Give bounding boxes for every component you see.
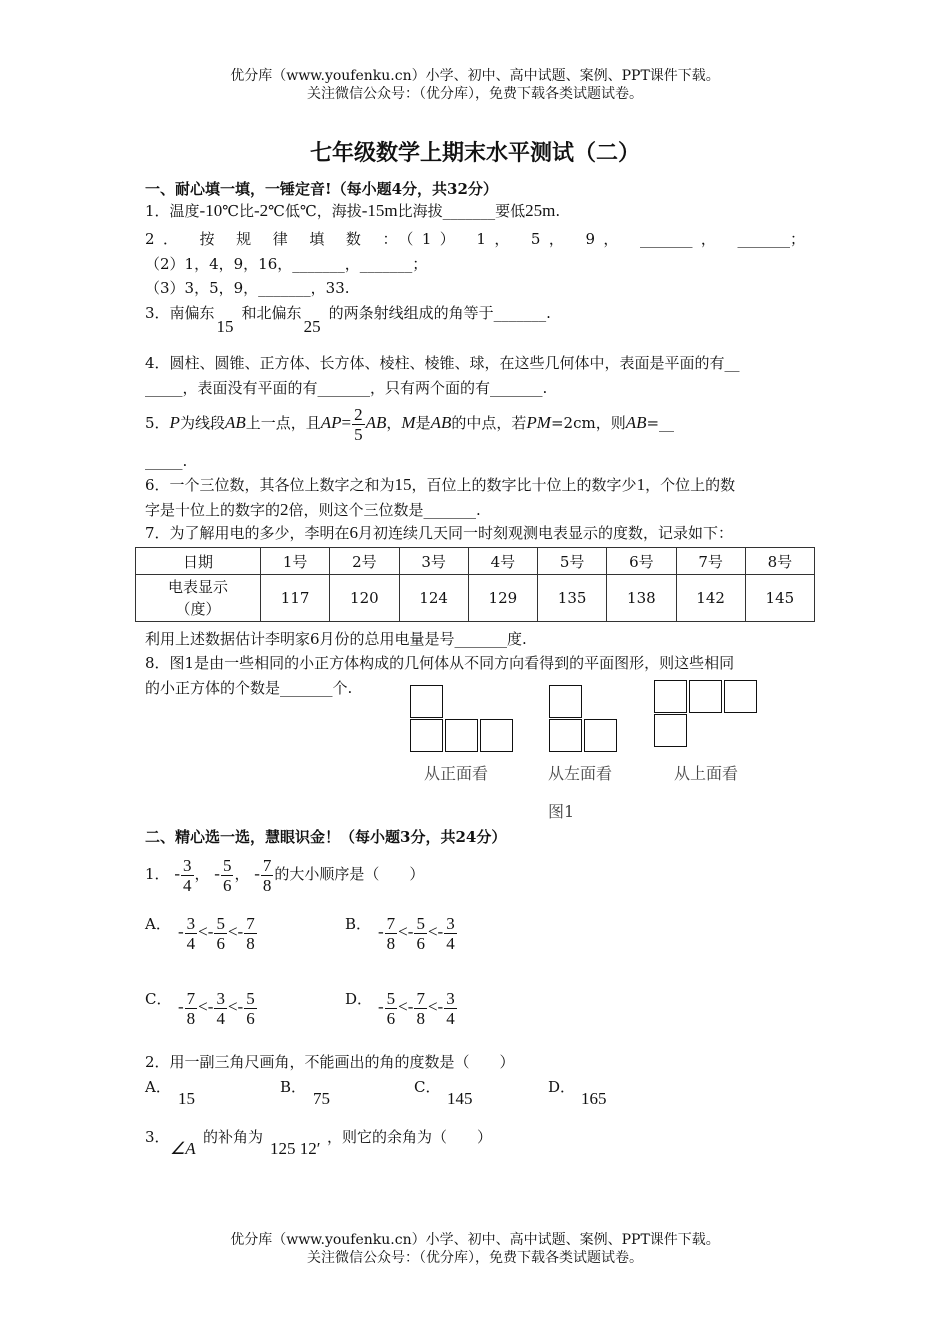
math: -	[407, 997, 414, 1016]
numerator: 7	[416, 988, 425, 1008]
fraction	[185, 989, 198, 1028]
text: ，个位上的数	[645, 476, 736, 494]
q2-option-a-label: A．	[145, 1078, 171, 1096]
s1-question-5	[145, 398, 674, 448]
math: =	[341, 413, 352, 432]
math: -	[254, 864, 260, 883]
s2-question-1: 1． - $\frac{3}{4}$ ， - $\frac{5}{6}$ ， - $\frac{7}{8}$ 的大小顺序是（ ）	[145, 855, 425, 895]
table-cell: 6号	[607, 548, 676, 575]
math: -	[178, 922, 184, 941]
s1-question-6-line-1	[145, 474, 735, 495]
q2-option-c-label: C．	[414, 1078, 441, 1096]
math: 25m	[525, 201, 556, 220]
angle-value: 125 12′	[270, 1139, 321, 1158]
text: 字是十位上的数字的	[145, 501, 281, 519]
numerator: 5	[246, 988, 255, 1008]
fraction	[385, 914, 398, 953]
text: =__	[646, 414, 675, 432]
text: 的两条射线组成的角等于_______.	[328, 304, 551, 322]
table-row	[136, 575, 815, 622]
s2-question-3-text-a: 的补角为	[203, 1128, 264, 1146]
math: M	[401, 413, 416, 432]
option-d-label: D．	[345, 990, 373, 1008]
s2-question-3-text-b: ，则它的余角为（ ）	[327, 1128, 493, 1146]
s1-question-8-line-1: 8．图1是由一些相同的小正方体构成的几何体从不同方向看得到的平面图形，则这些相同	[145, 654, 735, 672]
table-cell: 138	[607, 575, 676, 622]
front-view-figure	[410, 685, 520, 755]
top-view-caption: 从上面看	[674, 764, 739, 783]
option-b-label: B．	[345, 915, 372, 933]
text: 倍，则这个三位数是_______.	[288, 501, 481, 519]
math: <	[427, 997, 438, 1016]
numerator: 2	[354, 404, 363, 424]
table-cell: 117	[261, 575, 330, 622]
math: P	[169, 413, 180, 432]
math: <	[427, 922, 438, 941]
s1-question-8-line-2: 的小正方体的个数是_______个.	[145, 679, 353, 697]
text: =2cm，则	[550, 414, 626, 432]
text: 月初连续几天同一时刻观测电表显示的度数，记录如下：	[358, 524, 734, 542]
footer-line-2: 关注微信公众号：（优分库），免费下载各类试题试卷。	[307, 1250, 643, 1266]
fraction	[221, 856, 234, 895]
cube-square	[410, 685, 443, 718]
denominator: 8	[186, 1008, 196, 1028]
math: -	[407, 922, 414, 941]
s1-question-6-line-2	[145, 499, 481, 520]
s2-question-3-num: 3．	[145, 1128, 170, 1146]
math: <	[198, 922, 208, 941]
denominator: 8	[416, 1008, 425, 1028]
s1-question-7	[145, 522, 733, 543]
fraction	[385, 989, 398, 1028]
text: 1．	[145, 865, 170, 883]
cube-square	[724, 680, 757, 713]
numerator: 3	[446, 913, 455, 933]
math: 15	[216, 317, 234, 336]
fraction	[261, 856, 274, 895]
numerator: 5	[416, 913, 425, 933]
cube-square	[480, 719, 513, 752]
s1-question-4-line-1: 4．圆柱、圆锥、正方体、长方体、棱柱、棱锥、球，在这些几何体中，表面是平面的有__	[145, 354, 740, 372]
numerator: 3	[216, 988, 225, 1008]
table-cell: 135	[538, 575, 607, 622]
option-c-label: C．	[145, 990, 172, 1008]
numerator: 7	[386, 913, 396, 933]
math: -	[174, 864, 180, 883]
math: AB	[625, 413, 647, 432]
table-cell: 4号	[468, 548, 537, 575]
table-cell: 8号	[745, 548, 814, 575]
table-cell: 2号	[330, 548, 399, 575]
math: <	[398, 997, 408, 1016]
front-view-caption: 从正面看	[424, 764, 489, 783]
s1-question-3	[145, 302, 551, 336]
math: -	[237, 922, 244, 941]
text: 为线段	[179, 414, 225, 432]
math: -2	[254, 201, 269, 220]
text: ，	[386, 414, 402, 432]
q2-option-a[interactable]: 15	[178, 1089, 195, 1108]
numerator: 7	[246, 913, 255, 933]
table-cell: 129	[468, 575, 537, 622]
math: -	[237, 997, 244, 1016]
table-cell: 1号	[261, 548, 330, 575]
text: 的中点，若	[451, 414, 527, 432]
math: 6	[349, 523, 359, 542]
table-cell: 3号	[399, 548, 468, 575]
denominator: 8	[262, 875, 272, 895]
math: -10	[199, 201, 223, 220]
left-view-figure	[549, 685, 624, 755]
text: 比海拔_______要低	[397, 202, 526, 220]
numerator: 7	[262, 855, 272, 875]
denominator: 8	[386, 933, 396, 953]
denominator: 6	[222, 875, 232, 895]
denominator: 5	[354, 424, 363, 444]
table-cell: 124	[399, 575, 468, 622]
text: 是	[415, 414, 431, 432]
cube-square	[549, 719, 582, 752]
math: -	[378, 997, 384, 1016]
denominator: 4	[186, 933, 196, 953]
s2-question-2: 2．用一副三角尺画角，不能画出的角的度数是（ ）	[145, 1053, 515, 1071]
table-cell: 145	[745, 575, 814, 622]
option-a[interactable]	[178, 906, 258, 958]
math: 2	[280, 500, 289, 519]
page-title: 七年级数学上期末水平测试（二）	[309, 140, 640, 166]
text: .	[555, 202, 561, 220]
option-d[interactable]	[378, 981, 458, 1033]
text: ，百位上的数字比十位上的数字少	[411, 476, 637, 494]
section-2-heading: 二、精心选一选，慧眼识金！（每小题3分，共24分）	[145, 828, 507, 846]
header-line-1: 优分库（www.youfenku.cn）小学、初中、高中试题、案例、PPT课件下载。	[230, 68, 720, 84]
numerator: 3	[186, 913, 196, 933]
s1-question-2-line-3: （3）3，5，9，_______，33.	[145, 279, 350, 297]
numerator: 5	[216, 913, 225, 933]
denominator: 4	[446, 933, 455, 953]
option-a-label: A．	[145, 915, 171, 933]
cube-square	[445, 719, 478, 752]
footer-line-1: 优分库（www.youfenku.cn）小学、初中、高中试题、案例、PPT课件下载。	[230, 1232, 720, 1248]
text: 7．为了解用电的多少，李明在	[145, 524, 350, 542]
section-1-heading: 一、耐心填一填，一锤定音!（每小题4分，共32分）	[145, 180, 498, 198]
s1-question-5-line-2: _____.	[145, 452, 188, 470]
angle-a: ∠A	[170, 1139, 196, 1158]
math: AB	[365, 413, 387, 432]
numerator: 3	[183, 855, 192, 875]
table-cell: 7号	[676, 548, 745, 575]
fraction	[414, 914, 427, 953]
fraction	[181, 856, 194, 895]
figure-label: 图1	[548, 802, 575, 821]
denominator: 4	[446, 1008, 455, 1028]
denominator: 6	[246, 1008, 255, 1028]
math: -15m	[361, 201, 398, 220]
table-cell: 142	[676, 575, 745, 622]
table-row-label	[136, 575, 261, 622]
left-view-caption: 从左面看	[548, 764, 613, 783]
electricity-table	[135, 547, 815, 622]
s1-question-2-line-1: 2． 按 规 律 填 数 ：（1） 1， 5， 9， _______， _______；	[145, 230, 805, 248]
fraction	[444, 989, 457, 1028]
q2-option-b[interactable]: 75	[313, 1089, 330, 1108]
math: -	[437, 922, 444, 941]
denominator: 6	[386, 1008, 396, 1028]
option-b[interactable]	[378, 906, 458, 958]
fraction	[244, 989, 257, 1028]
table-cell: 5号	[538, 548, 607, 575]
text: 上一点，且	[245, 414, 321, 432]
math: -	[207, 922, 214, 941]
denominator: 6	[216, 933, 225, 953]
fraction	[414, 989, 427, 1028]
fraction	[244, 914, 257, 953]
text: 3．南偏东	[145, 304, 215, 322]
cube-square	[410, 719, 443, 752]
label-line: （度）	[175, 600, 221, 618]
table-cell: 日期	[136, 548, 261, 575]
cube-square	[654, 680, 687, 713]
math: <	[198, 997, 208, 1016]
math: PM	[526, 413, 551, 432]
text: 和北偏东	[241, 304, 302, 322]
math: -	[214, 864, 220, 883]
cube-square	[549, 685, 582, 718]
numerator: 5	[386, 988, 396, 1008]
denominator: 4	[183, 875, 192, 895]
math: AP	[320, 413, 342, 432]
math: <	[398, 922, 408, 941]
s1-question-2-line-2: （2）1，4，9，16，_______，_______；	[145, 255, 428, 273]
s1-question-7-after: 利用上述数据估计李明家6月份的总用电量是号_______度.	[145, 630, 527, 648]
q2-option-d[interactable]: 165	[581, 1089, 607, 1108]
s1-question-1	[145, 200, 560, 221]
fraction	[352, 405, 365, 444]
numerator: 7	[186, 988, 196, 1008]
text: 6．一个三位数，其各位上数字之和为	[145, 476, 395, 494]
s1-question-4-line-2: _____，表面没有平面的有_______，只有两个面的有_______.	[145, 379, 548, 397]
top-view-figure	[654, 680, 764, 750]
q2-option-c[interactable]: 145	[447, 1089, 473, 1108]
text: 5．	[145, 414, 170, 432]
math: -	[378, 922, 384, 941]
math: -	[178, 997, 184, 1016]
q2-option-d-label: D．	[548, 1078, 576, 1096]
math: 15	[394, 475, 412, 494]
math: <	[227, 997, 238, 1016]
math: <	[227, 922, 238, 941]
math: -	[437, 997, 444, 1016]
numerator: 3	[446, 988, 455, 1008]
fraction	[214, 989, 227, 1028]
header-line-2: 关注微信公众号：（优分库），免费下载各类试题试卷。	[307, 86, 643, 102]
table-header-row	[136, 548, 815, 575]
denominator: 4	[216, 1008, 225, 1028]
fraction	[214, 914, 227, 953]
option-c[interactable]	[178, 981, 258, 1033]
cube-square	[584, 719, 617, 752]
denominator: 8	[246, 933, 255, 953]
math: -	[207, 997, 214, 1016]
q2-option-b-label: B．	[280, 1078, 307, 1096]
numerator: 5	[222, 855, 232, 875]
text: 的大小顺序是（ ）	[274, 865, 425, 883]
cube-square	[654, 714, 687, 747]
fraction	[444, 914, 457, 953]
math: 1	[636, 475, 646, 494]
math: 25	[303, 317, 321, 336]
label-line: 电表显示	[167, 578, 228, 596]
math: AB	[224, 413, 246, 432]
text: ℃低℃，海拔	[268, 202, 362, 220]
denominator: 6	[416, 933, 425, 953]
math: AB	[430, 413, 452, 432]
text: ℃比	[222, 202, 254, 220]
table-cell: 120	[330, 575, 399, 622]
text: 1．温度	[145, 202, 200, 220]
fraction	[185, 914, 198, 953]
cube-square	[689, 680, 722, 713]
